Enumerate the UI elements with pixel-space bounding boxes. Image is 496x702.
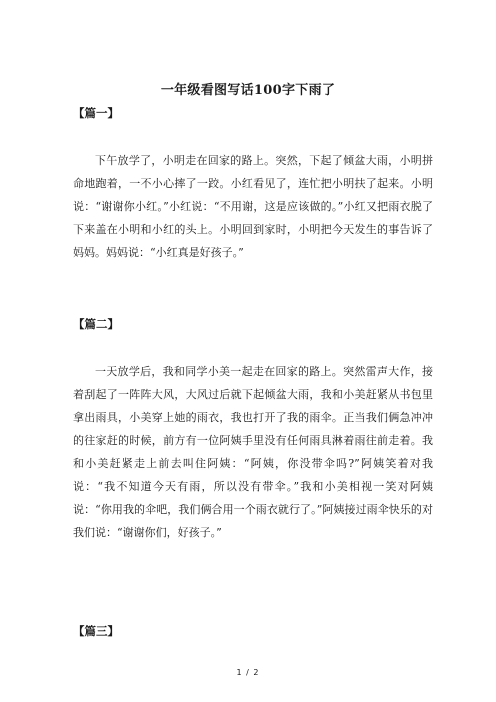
section-heading-3: 【篇三】 [73,624,119,638]
document-title: 一年级看图写话100字下雨了 [160,83,336,98]
section-heading-2: 【篇二】 [73,317,119,331]
section-body-1: 下午放学了，小明走在回家的路上。突然，下起了倾盆大雨，小明拼命地跑着，一不小心摔了一跤。小红看见了，连忙把小明扶了起来。小明说：“谢谢你小红。”小红说：“不用谢，这是应该做的。”小红又把雨衣脱了下来盖在小明和小红的头上。小明回到家时，小明把今天发生的事告诉了妈妈。妈妈说：“小红真是好孩子。” [73,154,433,259]
section-heading-1: 【篇一】 [73,106,119,120]
section-body-2: 一天放学后，我和同学小美一起走在回家的路上。突然雷声大作，接着刮起了一阵阵大风，大风过后就下起倾盆大雨，我和小美赶紧从书包里拿出雨具，小美穿上她的雨衣，我也打开了我的雨伞。正当我们俩急冲冲的往家赶的时候，前方有一位阿姨手里没有任何雨具淋着雨往前走着。我和小美赶紧走上前去叫住阿姨：“阿姨，你没带伞吗?”阿姨笑着对我说：“我不知道今天有雨，所以没有带伞。”我和小美相视一笑对阿姨说：“你用我的伞吧，我们俩合用一个雨衣就行了。”阿姨接过雨伞快乐的对我们说：“谢谢你们，好孩子。” [73,365,433,539]
page-number: 1 / 2 [236,668,260,677]
